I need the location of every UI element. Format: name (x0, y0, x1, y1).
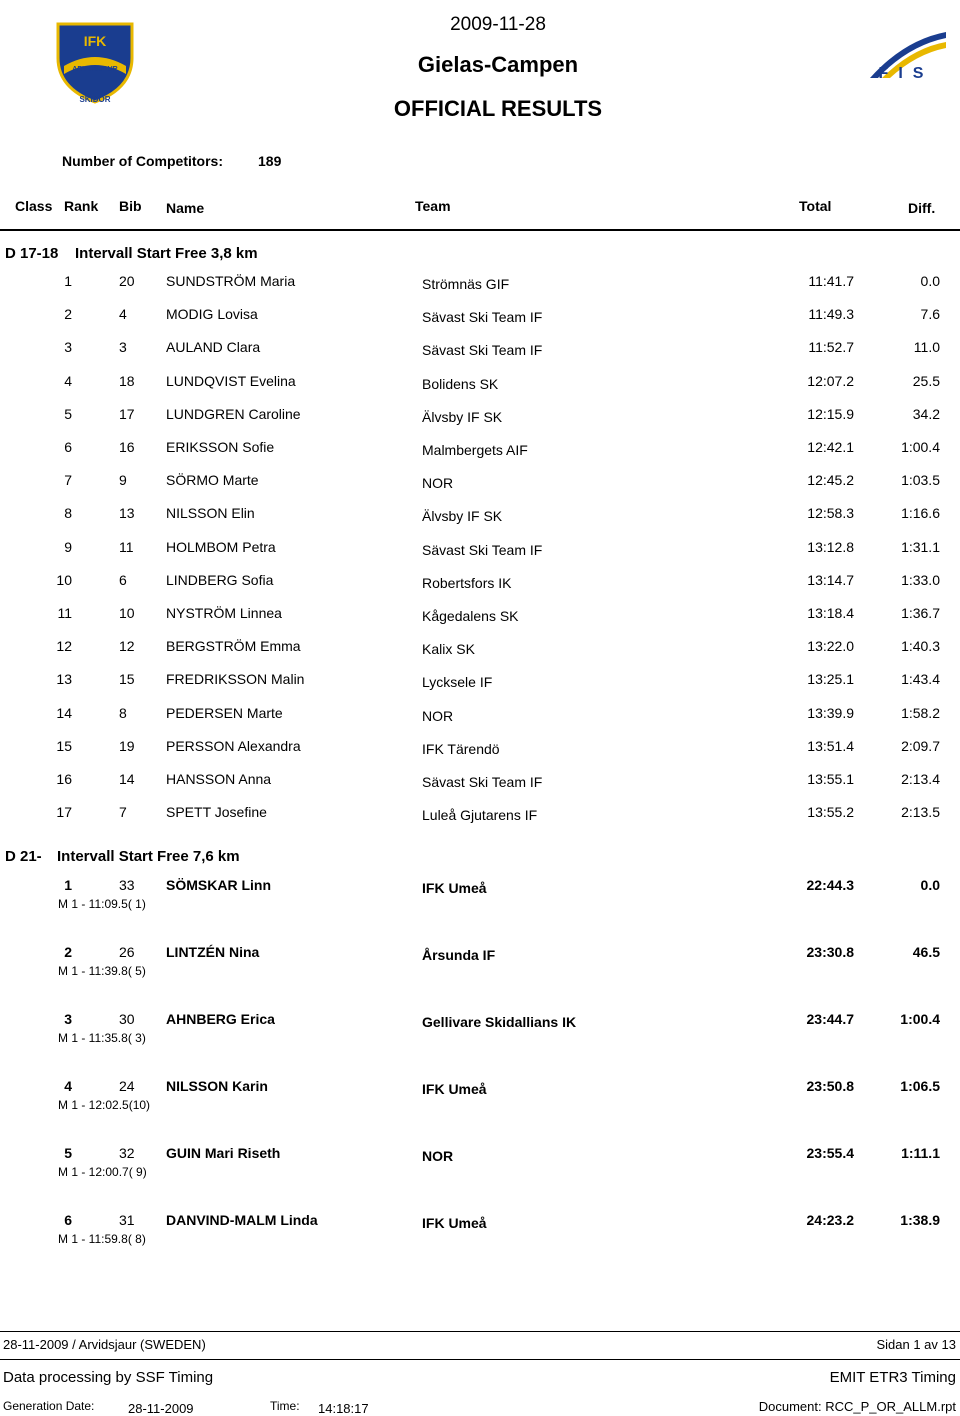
time-diff: 1:00.4 (900, 1011, 940, 1027)
total-time: 13:55.2 (807, 804, 854, 821)
time-diff: 1:00.4 (901, 439, 940, 455)
team-name: IFK Tärendö (422, 740, 500, 757)
athlete-name: AHNBERG Erica (166, 1011, 275, 1027)
team-name: Luleå Gjutarens IF (422, 807, 538, 824)
rank-cell: 1 (64, 877, 72, 893)
rank-cell: 7 (64, 472, 72, 489)
footer-generation-date: 28-11-2009 (128, 1401, 194, 1416)
total-time: 11:52.7 (808, 339, 854, 356)
total-time: 13:51.4 (807, 737, 854, 754)
rank-cell: 6 (64, 1212, 72, 1228)
bib-cell: 13 (119, 505, 135, 522)
rank-cell: 11 (57, 605, 72, 621)
team-name: IFK Umeå (422, 880, 487, 896)
bib-cell: 19 (119, 737, 135, 754)
team-name: Gellivare Skidallians IK (422, 1014, 577, 1030)
col-bib: Bib (119, 198, 142, 214)
time-diff: 34.2 (912, 405, 940, 422)
rank-cell: 2 (64, 944, 72, 960)
team-name: NOR (422, 1148, 454, 1164)
footer-document: Document: RCC_P_OR_ALLM.rpt (758, 1399, 956, 1414)
total-time: 13:22.0 (807, 638, 854, 655)
bib-cell: 32 (119, 1145, 135, 1161)
time-diff: 0.0 (920, 877, 940, 893)
split-time: M 1 - 11:59.8( 8) (58, 1232, 146, 1246)
total-time: 13:12.8 (807, 538, 854, 555)
split-time: M 1 - 12:00.7( 9) (58, 1165, 147, 1179)
team-name: Bolidens SK (422, 375, 499, 392)
event-title: Gielas-Campen (417, 52, 579, 77)
team-name: Sävast Ski Team IF (422, 774, 543, 790)
team-name: Strömnäs GIF (422, 276, 510, 292)
footer-generation-label: Generation Date: (3, 1399, 95, 1413)
total-time: 12:15.9 (807, 405, 854, 422)
time-diff: 2:13.4 (901, 771, 940, 787)
time-diff: 1:38.9 (900, 1212, 940, 1228)
total-time: 11:41.7 (808, 273, 854, 289)
rank-cell: 10 (56, 571, 72, 588)
time-diff: 1:33.0 (901, 571, 940, 588)
col-diff: Diff. (908, 200, 936, 216)
total-time: 12:07.2 (807, 372, 854, 389)
section-class: D 21- (5, 848, 42, 865)
athlete-name: DANVIND-MALM Linda (166, 1212, 318, 1228)
time-diff: 1:58.2 (901, 704, 940, 721)
logo-text-skidor: SKIDOR (79, 95, 111, 104)
section-title: Intervall Start Free 3,8 km (75, 245, 258, 262)
athlete-name: SÖRMO Marte (166, 472, 259, 489)
col-name: Name (166, 200, 205, 216)
team-name: NOR (422, 707, 454, 724)
time-diff: 1:11.1 (901, 1145, 940, 1161)
rank-cell: 6 (64, 439, 72, 455)
bib-cell: 4 (119, 306, 127, 323)
rank-cell: 12 (56, 638, 72, 655)
total-time: 23:44.7 (806, 1011, 854, 1027)
bib-cell: 15 (119, 671, 135, 688)
time-diff: 1:06.5 (900, 1078, 940, 1094)
total-time: 12:42.1 (807, 439, 854, 455)
total-time: 13:55.1 (807, 771, 854, 787)
rank-cell: 1 (64, 273, 72, 289)
bib-cell: 7 (119, 804, 127, 821)
athlete-name: AULAND Clara (166, 339, 261, 356)
bib-cell: 10 (119, 605, 135, 621)
col-rank: Rank (64, 198, 99, 214)
team-name: Kågedalens SK (422, 608, 519, 624)
header-divider (0, 229, 960, 231)
rank-cell: 3 (64, 339, 72, 356)
rank-cell: 14 (56, 704, 72, 721)
split-time: M 1 - 11:39.8( 5) (58, 964, 146, 978)
bib-cell: 8 (119, 704, 127, 721)
footer-page: Sidan 1 av 13 (876, 1337, 956, 1352)
col-class: Class (15, 198, 53, 214)
athlete-name: NILSSON Karin (166, 1078, 268, 1094)
time-diff: 2:13.5 (901, 804, 940, 821)
split-time: M 1 - 12:02.5(10) (58, 1098, 151, 1112)
time-diff: 1:03.5 (901, 472, 940, 489)
bib-cell: 30 (119, 1011, 135, 1027)
event-date: 2009-11-28 (450, 14, 546, 35)
team-name: IFK Umeå (422, 1215, 487, 1231)
team-name: Sävast Ski Team IF (422, 309, 543, 326)
bib-cell: 3 (119, 339, 127, 356)
time-diff: 7.6 (920, 306, 940, 323)
footer-divider (0, 1359, 960, 1360)
rank-cell: 16 (56, 771, 72, 787)
footer-time-label: Time: (270, 1399, 300, 1413)
rank-cell: 2 (64, 306, 72, 323)
time-diff: 1:43.4 (901, 671, 940, 688)
rank-cell: 8 (64, 505, 72, 522)
athlete-name: MODIG Lovisa (166, 306, 258, 323)
team-name: IFK Umeå (422, 1081, 487, 1097)
time-diff: 11.0 (913, 339, 940, 356)
time-diff: 46.5 (912, 944, 940, 960)
bib-cell: 26 (119, 944, 135, 960)
rank-cell: 13 (56, 671, 72, 688)
team-name: Älvsby IF SK (422, 408, 503, 425)
bib-cell: 14 (119, 771, 135, 787)
col-team: Team (415, 198, 451, 214)
time-diff: 2:09.7 (901, 737, 940, 754)
total-time: 23:55.4 (806, 1145, 854, 1161)
competitors-value: 189 (258, 153, 282, 169)
team-name: Sävast Ski Team IF (422, 342, 543, 359)
footer-processing: Data processing by SSF Timing (3, 1369, 214, 1386)
team-name: Malmbergets AIF (422, 442, 528, 458)
athlete-name: SUNDSTRÖM Maria (166, 273, 296, 289)
total-time: 13:14.7 (807, 571, 854, 588)
athlete-name: PEDERSEN Marte (166, 704, 283, 721)
rank-cell: 4 (64, 372, 72, 389)
logo-text-ifk: IFK (83, 33, 107, 49)
footer-timing: EMIT ETR3 Timing (829, 1369, 956, 1386)
rank-cell: 9 (64, 538, 72, 555)
bib-cell: 33 (119, 877, 135, 893)
competitors-label: Number of Competitors: (62, 153, 223, 169)
athlete-name: NYSTRÖM Linnea (166, 605, 282, 621)
athlete-name: NILSSON Elin (166, 505, 255, 522)
athlete-name: ERIKSSON Sofie (166, 439, 275, 455)
fis-logo-text: FIS (878, 65, 934, 82)
bib-cell: 18 (119, 372, 135, 389)
bib-cell: 20 (119, 273, 135, 289)
footer-divider-top (0, 1331, 960, 1332)
col-total: Total (799, 198, 832, 214)
total-time: 12:45.2 (807, 472, 854, 489)
results-heading: OFFICIAL RESULTS (393, 96, 603, 121)
athlete-name: PERSSON Alexandra (166, 737, 301, 754)
rank-cell: 4 (64, 1078, 72, 1094)
athlete-name: FREDRIKSSON Malin (166, 671, 305, 688)
time-diff: 1:16.6 (901, 505, 940, 522)
total-time: 12:58.3 (807, 505, 854, 522)
bib-cell: 6 (119, 571, 127, 588)
athlete-name: BERGSTRÖM Emma (166, 638, 301, 655)
athlete-name: LINTZÉN Nina (166, 944, 260, 960)
time-diff: 1:40.3 (901, 638, 940, 655)
time-diff: 25.5 (912, 372, 940, 389)
bib-cell: 9 (119, 472, 127, 489)
total-time: 13:25.1 (807, 671, 854, 688)
total-time: 22:44.3 (806, 877, 854, 893)
bib-cell: 11 (119, 538, 134, 555)
athlete-name: HANSSON Anna (166, 771, 272, 787)
rank-cell: 3 (64, 1011, 72, 1027)
logo-text-club: ARVIDSJAUR (72, 66, 118, 73)
bib-cell: 17 (119, 405, 135, 422)
split-time: M 1 - 11:09.5( 1) (58, 897, 146, 911)
total-time: 23:30.8 (806, 944, 854, 960)
total-time: 24:23.2 (806, 1212, 854, 1228)
athlete-name: LINDBERG Sofia (166, 571, 274, 588)
split-time: M 1 - 11:35.8( 3) (58, 1031, 146, 1045)
total-time: 13:18.4 (807, 605, 854, 621)
athlete-name: GUIN Mari Riseth (166, 1145, 281, 1161)
rank-cell: 17 (56, 804, 72, 821)
footer-time-value: 14:18:17 (318, 1401, 369, 1416)
total-time: 11:49.3 (808, 306, 854, 323)
athlete-name: SPETT Josefine (166, 804, 267, 821)
total-time: 23:50.8 (806, 1078, 854, 1094)
section-class: D 17-18 (5, 245, 59, 262)
athlete-name: HOLMBOM Petra (166, 538, 276, 555)
team-name: Årsunda IF (422, 947, 496, 963)
bib-cell: 31 (119, 1212, 135, 1228)
team-name: Robertsfors IK (422, 574, 512, 591)
rank-cell: 5 (64, 1145, 72, 1161)
time-diff: 1:36.7 (901, 605, 940, 621)
athlete-name: SÖMSKAR Linn (166, 877, 271, 893)
team-name: Sävast Ski Team IF (422, 541, 543, 558)
section-title: Intervall Start Free 7,6 km (57, 848, 240, 865)
bib-cell: 24 (119, 1078, 135, 1094)
rank-cell: 15 (56, 737, 72, 754)
bib-cell: 12 (119, 638, 135, 655)
team-name: Lycksele IF (422, 674, 493, 691)
athlete-name: LUNDGREN Caroline (166, 405, 301, 422)
total-time: 13:39.9 (807, 704, 854, 721)
team-name: Kalix SK (422, 641, 475, 658)
team-name: NOR (422, 475, 454, 492)
time-diff: 0.0 (920, 273, 940, 289)
bib-cell: 16 (119, 439, 135, 455)
time-diff: 1:31.1 (901, 538, 940, 555)
team-name: Älvsby IF SK (422, 508, 503, 525)
footer-place: 28-11-2009 / Arvidsjaur (SWEDEN) (3, 1337, 206, 1352)
athlete-name: LUNDQVIST Evelina (166, 372, 296, 389)
rank-cell: 5 (64, 405, 72, 422)
